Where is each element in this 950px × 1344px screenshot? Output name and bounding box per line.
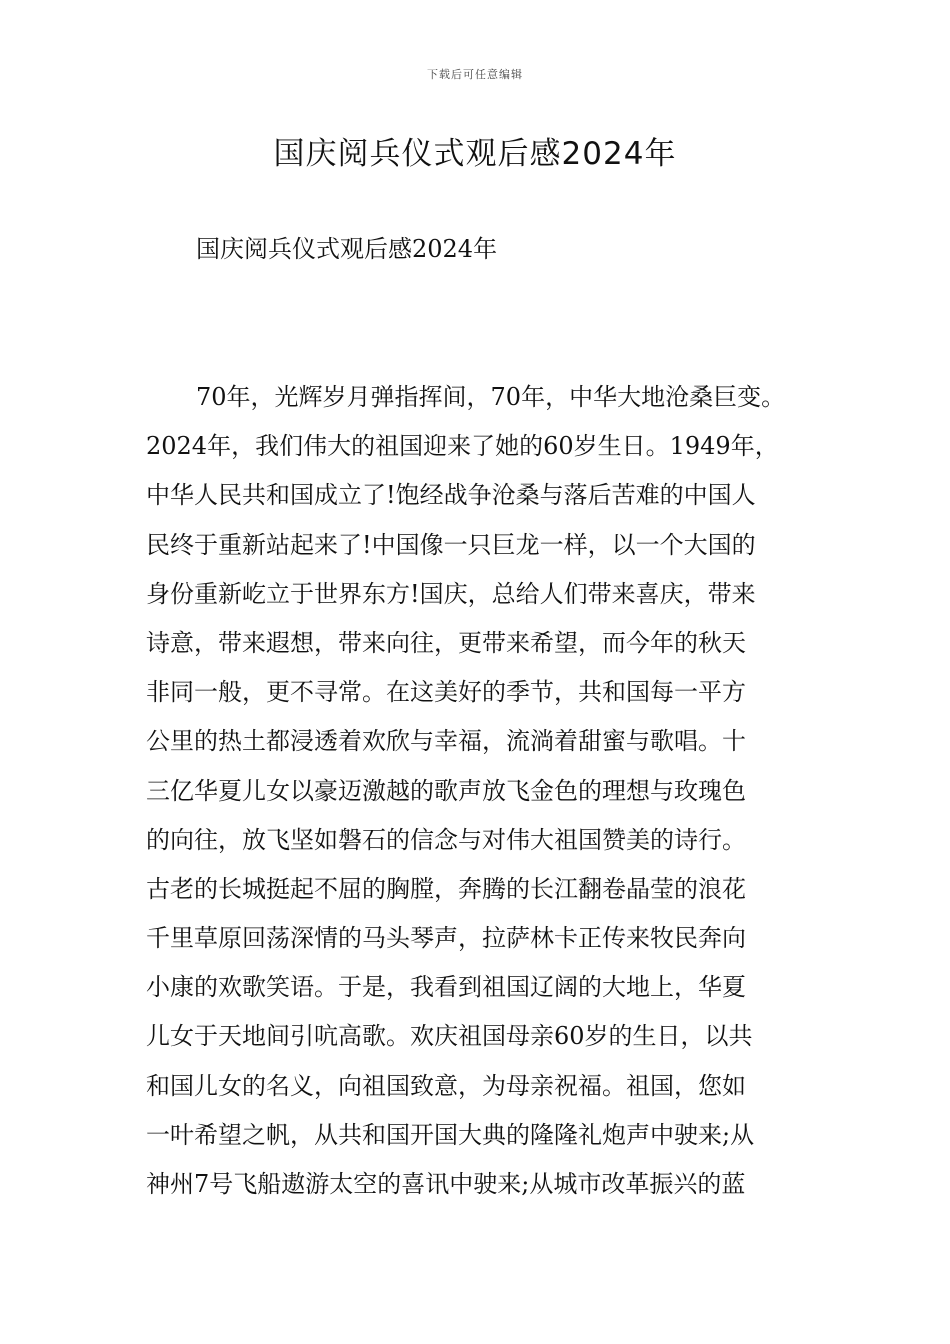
body-line: 诗意，带来遐想，带来向往，更带来希望，而今年的秋天 (146, 628, 746, 657)
body-line: 和国儿女的名义，向祖国致意，为母亲祝福。祖国，您如 (146, 1071, 746, 1100)
body-line: 古老的长城挺起不屈的胸膛，奔腾的长江翻卷晶莹的浪花 (146, 874, 746, 903)
body-line: 儿女于天地间引吭高歌。欢庆祖国母亲60岁的生日，以共 (146, 1022, 753, 1051)
body-line: 身份重新屹立于世界东方!国庆，总给人们带来喜庆，带来 (146, 579, 756, 608)
body-line: 70年，光辉岁月弹指挥间，70年，中华大地沧桑巨变。 (196, 383, 786, 411)
body-line: 中华人民共和国成立了!饱经战争沧桑与落后苦难的中国人 (146, 481, 756, 510)
body-line: 非同一般，更不寻常。在这美好的季节，共和国每一平方 (146, 678, 746, 707)
body-line: 一叶希望之帆，从共和国开国大典的隆隆礼炮声中驶来;从 (146, 1120, 755, 1149)
body-line: 三亿华夏儿女以豪迈激越的歌声放飞金色的理想与玫瑰色 (146, 776, 746, 805)
body-line: 公里的热土都浸透着欢欣与幸福，流淌着甜蜜与歌唱。十 (146, 727, 746, 756)
body-line: 小康的欢歌笑语。于是，我看到祖国辽阔的大地上，华夏 (146, 973, 746, 1002)
body-line: 的向往，放飞坚如磐石的信念与对伟大祖国赞美的诗行。 (146, 825, 746, 854)
body-text (146, 378, 836, 1214)
header-note: 下载后可任意编辑 (427, 68, 523, 81)
body-line: 2024年，我们伟大的祖国迎来了她的60岁生日。1949年， (146, 432, 779, 461)
document-subtitle: 国庆阅兵仪式观后感2024年 (196, 235, 498, 263)
body-line: 千里草原回荡深情的马头琴声，拉萨林卡正传来牧民奔向 (146, 924, 746, 953)
document-title: 国庆阅兵仪式观后感2024年 (273, 136, 677, 172)
body-line: 神州7号飞船遨游太空的喜讯中驶来;从城市改革振兴的蓝 (146, 1170, 746, 1198)
body-line: 民终于重新站起来了!中国像一只巨龙一样，以一个大国的 (146, 530, 756, 559)
